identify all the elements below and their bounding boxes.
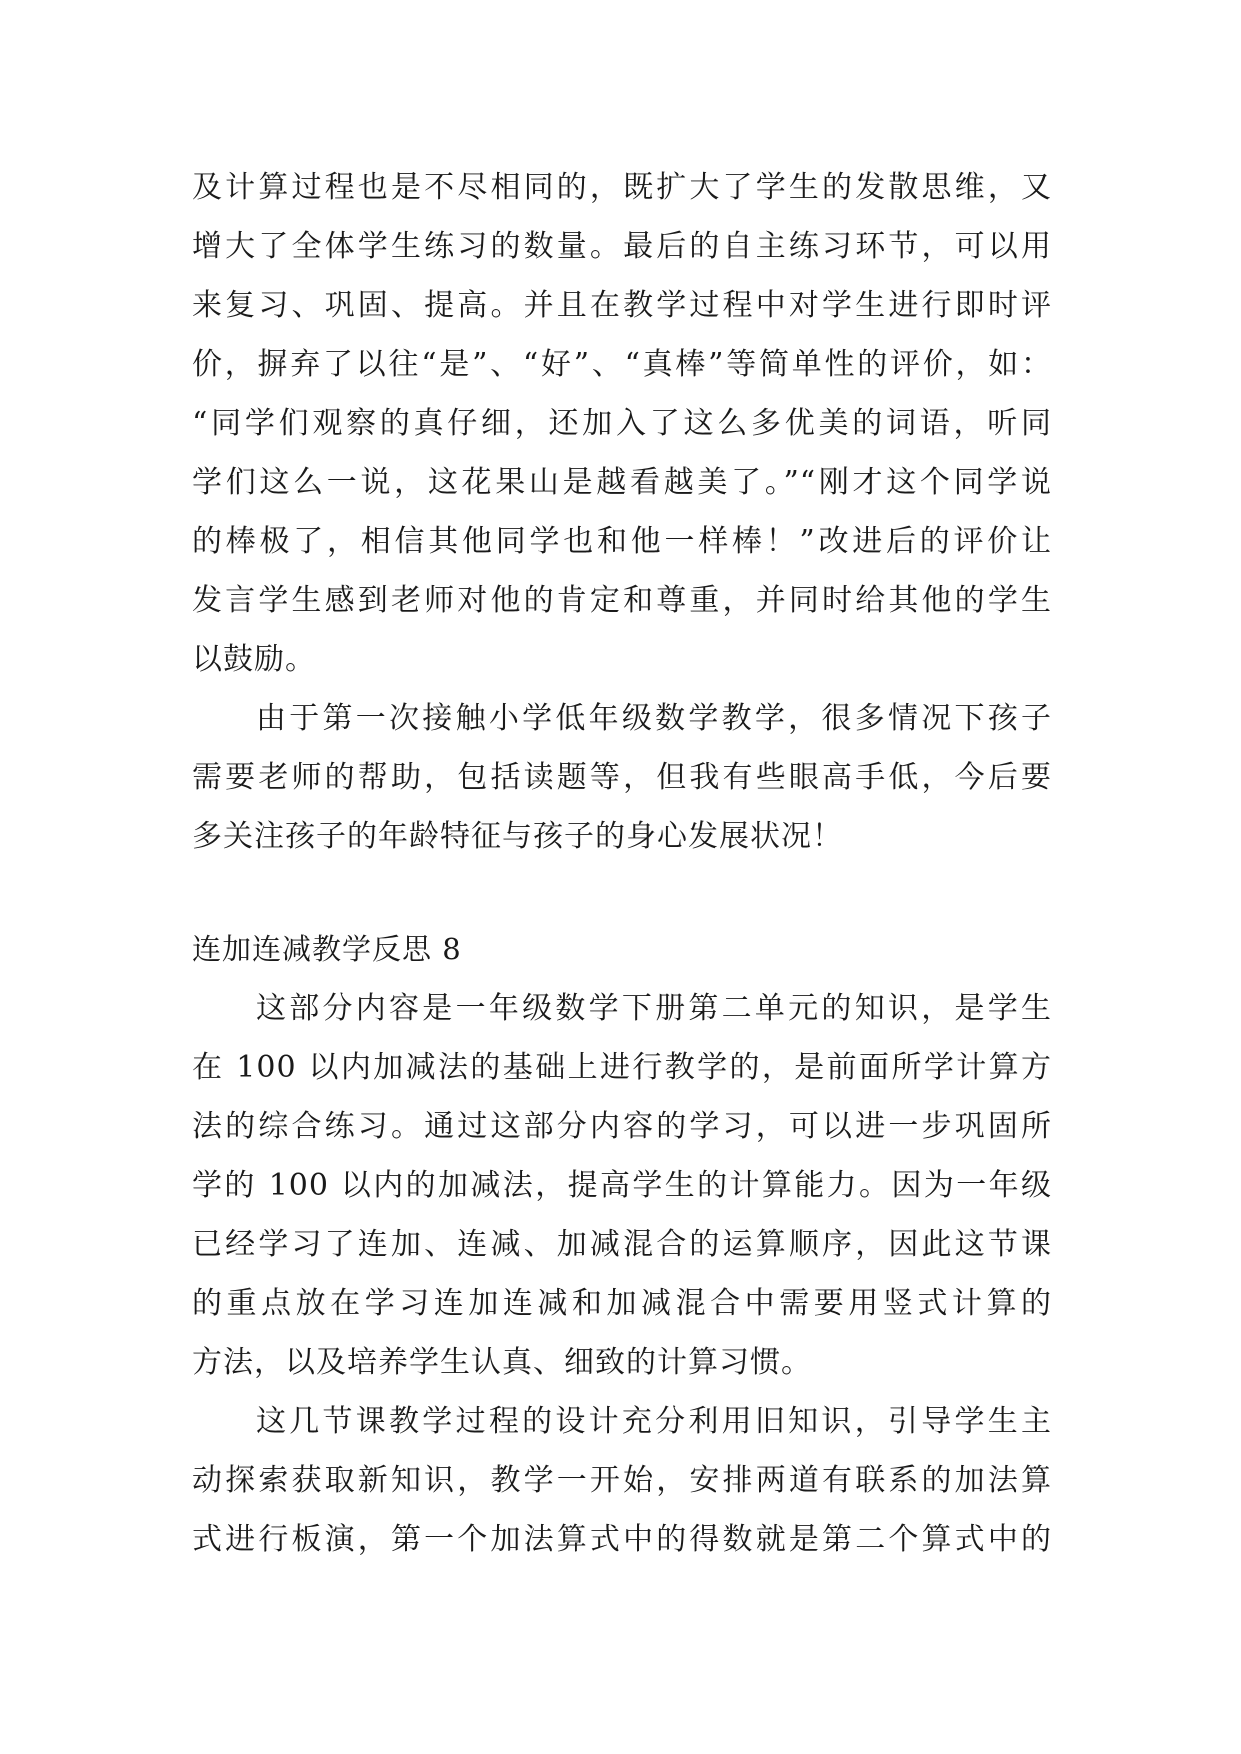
text-line: 由于第一次接触小学低年级数学教学，很多情况下孩子 [256, 701, 1052, 736]
text-line: 以鼓励。 [192, 642, 316, 677]
text-line: 动探索获取新知识，教学一开始，安排两道有联系的加法算 [192, 1463, 1052, 1498]
text-line: “同学们观察的真仔细，还加入了这么多优美的词语，听同 [192, 406, 1052, 441]
text-line: 需要老师的帮助，包括读题等，但我有些眼高手低，今后要 [192, 760, 1052, 795]
text-line: 的重点放在学习连加连减和加减混合中需要用竖式计算的 [192, 1286, 1052, 1321]
paragraph-content-intro [192, 979, 1052, 1392]
section-spacer [192, 866, 1052, 920]
text-line: 方法，以及培养学生认真、细致的计算习惯。 [192, 1345, 812, 1380]
paragraph-evaluation [192, 158, 1052, 689]
text-line: 这部分内容是一年级数学下册第二单元的知识，是学生 [256, 991, 1052, 1026]
text-line: 增大了全体学生练习的数量。最后的自主练习环节，可以用 [192, 229, 1052, 264]
paragraph-reflection [192, 689, 1052, 866]
text-line: 的棒极了，相信其他同学也和他一样棒！”改进后的评价让 [192, 524, 1052, 559]
text-line: 法的综合练习。通过这部分内容的学习，可以进一步巩固所 [192, 1109, 1052, 1144]
text-line: 价，摒弃了以往“是”、“好”、“真棒”等简单性的评价，如： [192, 347, 1052, 382]
text-line: 及计算过程也是不尽相同的，既扩大了学生的发散思维，又 [192, 170, 1052, 205]
text-line: 来复习、巩固、提高。并且在教学过程中对学生进行即时评 [192, 288, 1052, 323]
text-line: 在 100 以内加减法的基础上进行教学的，是前面所学计算方 [192, 1050, 1052, 1085]
text-line: 式进行板演，第一个加法算式中的得数就是第二个算式中的 [192, 1522, 1052, 1557]
text-line: 这几节课教学过程的设计充分利用旧知识，引导学生主 [256, 1404, 1052, 1439]
paragraph-lesson-design [192, 1392, 1052, 1569]
text-line: 学们这么一说，这花果山是越看越美了。”“刚才这个同学说 [192, 465, 1052, 500]
text-line: 学的 100 以内的加减法，提高学生的计算能力。因为一年级 [192, 1168, 1052, 1203]
text-line: 已经学习了连加、连减、加减混合的运算顺序，因此这节课 [192, 1227, 1052, 1262]
section-heading: 连加连减教学反思 8 [192, 932, 462, 966]
text-line: 发言学生感到老师对他的肯定和尊重，并同时给其他的学生 [192, 583, 1052, 618]
document-page [192, 158, 1052, 1569]
text-line: 多关注孩子的年龄特征与孩子的身心发展状况！ [192, 819, 843, 854]
